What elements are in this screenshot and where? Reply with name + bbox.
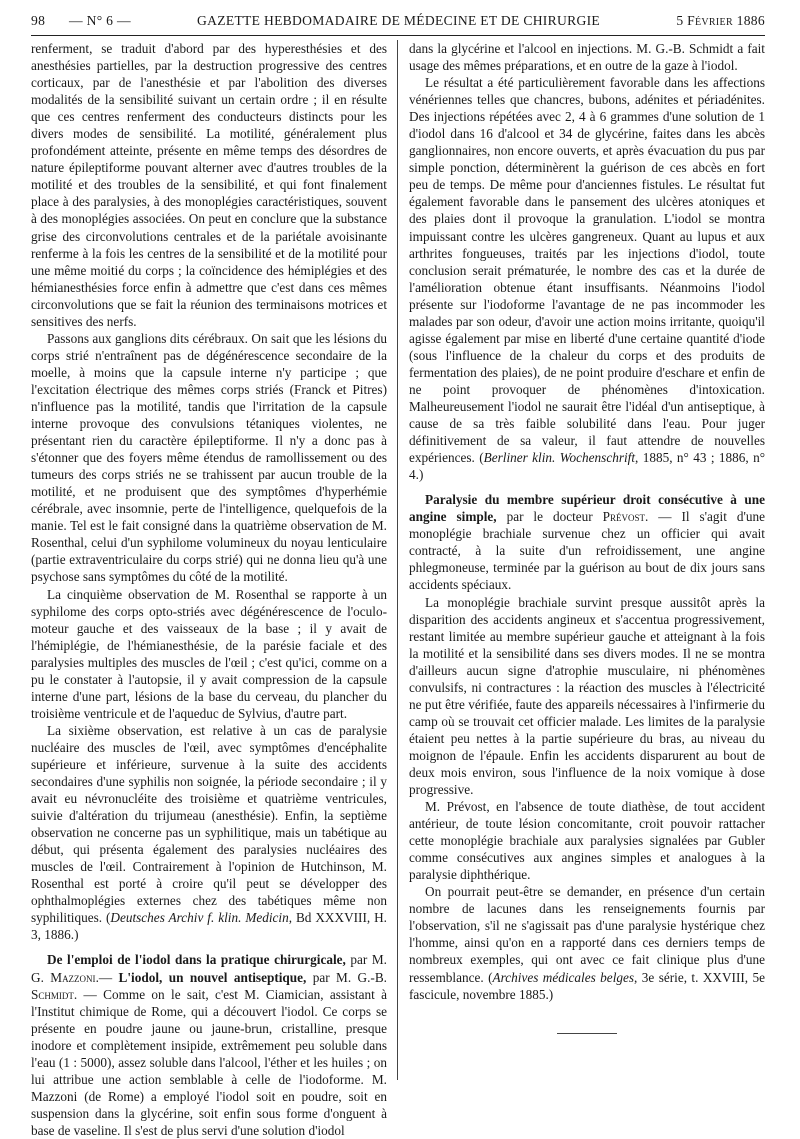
paragraph-text: On pourrait peut-être se demander, en présence d'un certain nombre de lacunes dans les renseignements fournis par l'observation, s'il ne s'agissait pas d'une paralysie hystérique chez l'homme, ainsi qu'on en a rapporté dans ces derniers temps de nombreux exemples, qui ont avec ce fait clinique plus d'une ressemblance. ( [409,884,765,985]
article-title: Paralysie du membre supérieur droit consécutive à une angine simple, [409,492,765,525]
journal-page [31,0,766,1138]
author-name: Schmidt [31,986,74,1002]
header-rule [31,35,765,36]
byline: par M. G.-B. [306,969,387,985]
column-divider [397,40,398,1080]
page-number: 98 [31,13,46,28]
paragraph: dans la glycérine et l'alcool en injections. M. G.-B. Schmidt a fait usage des mêmes préparations, et en outre de la gaze à l'iodol. [409,41,765,74]
paragraph: La cinquième observation de M. Rosenthal se rapporte à un syphilome des corps opto-striés avec dégénérescence de l'oculo-moteur gauche et des vaisseaux de la base ; il y avait de l'hémiplégie, de l'hémianesthésie, de la parésie faciale et des paralysies multiples des muscles de l'œil ; c'est qu'ici, comme on a pu le constater à l'autopsie, il y avait compression de la capsule interne d'une part, lésions de la base du cerveau, du plancher du troisième ventricule et de l'aqueduc de Sylvius, d'autre part. [31,586,387,721]
spacer [31,943,387,951]
issue-date: 5 Février 1886 [676,13,765,28]
byline: par le docteur [496,509,603,525]
citation-source: Berliner klin. Wochenschrift [483,450,636,466]
byline: par M. G. [31,952,387,985]
paragraph: La monoplégie brachiale survint presque aussitôt après la disparition des accidents angineux et s'accentua progressivement, restant limitée au membre supérieur gauche et atteignant à la fois la motilité et la sensibilité dans ses divers modes. Il ne se montra d'ailleurs aucun signe d'atrophie musculaire, ni phénomènes convulsifs, ni contractures : la réaction des muscles à l'électricité ne put être vérifiée, faute des appareils nécessaires à l'infirmerie du camp où se trouvait cet officier malade. Les limites de la paralysie étaient peu nettes à la partie supérieure du bras, au niveau du moignon de l'épaule. Enfin les accidents disparurent au bout de deux mois environ, sous l'influence de la noix vomique à dose progressive. [409,594,765,798]
paragraph-text: Le résultat a été particulièrement favorable dans les affections vénériennes telles que chancres, bubons, adénites et périadénites. Des injections répétées avec 2, 4 à 6 grammes d'une solution de 1 d'iodol dans 16 d'alcool et 34 de glycérine, faites dans les abcès ganglionnaires, non encore ouverts, et après évacuation du pus par simple ponction, déterminèrent la guérison de ces abcès en fort peu de temps. De même pour d'anciennes fistules. Le résultat fut également favorable dans le pansement des ulcères atoniques et des plaies dont il provoque la granulation. L'iodol se montra impuissant contre les ulcères gangreneux. Quant au lupus et aux arthrites fongueuses, traités par les injections d'iodol, toute conclusion serait prématurée, le nombre des cas et la durée de l'amélioration obtenue étant insuffisants. Néanmoins l'iodol présente sur l'iodoforme l'avantage de ne pas incommoder les malades par son odeur, d'avoir une action moins irritante, quoiqu'il agisse également par mise en liberté d'une certaine quantité d'iode (sous l'influence de la chaleur du corps et des produits de fermentation des plaies), de ne point produire d'eschare et enfin de ne point provoquer de phénomènes d'intoxication. Malheureusement l'iodol ne saurait être l'idéal d'un antiseptique, à cause de sa très faible solubilité dans l'eau. Pour juger définitivement de sa valeur, il faut attendre de nouvelles expériences. ( [409,75,765,466]
citation-details: , Bd XXXVIII, H. 3, 1886.) [31,910,387,943]
journal-title: GAZETTE HEBDOMADAIRE DE MÉDECINE ET DE CHIRURGIE [197,13,601,28]
author-name: Mazzoni [50,969,96,985]
citation-source: Archives médicales belges [492,969,635,985]
paragraph [409,883,765,1002]
separator: .— [95,969,119,985]
citation-details: , 3e série, t. XXVIII, 5e fascicule, novembre 1885.) [409,969,766,1002]
issue-number: — N° 6 — [69,13,131,28]
paragraph: M. Prévost, en l'absence de toute diathèse, de tout accident antérieur, de toute lésion concomitante, croit pouvoir rattacher cette monoplégie brachiale aux paralysies signalées par Gubler comme consécutives aux angines simples et analogues à la paralysie diphthérique. [409,799,765,883]
citation-details: , 1885, n° 43 ; 1886, n° 4.) [409,450,765,483]
paragraph [409,74,765,483]
running-header [31,13,765,35]
paragraph [31,722,387,944]
spacer [409,483,765,491]
citation-source: Deutsches Archiv f. klin. Medicin [110,910,289,926]
article-text: . — Il s'agit d'une monoplégie brachiale survenue chez un officier qui avait contracté, à la suite d'un refroidissement, une angine phlegmoneuse, terminée par la guérison au bout de dix jours sans accidents spéciaux. [409,509,765,593]
article-title-2: L'iodol, un nouvel antiseptique, [118,969,307,985]
paragraph: renferment, se traduit d'abord par des hyperesthésies et des anesthésies partielles, par la destruction progressive des centres corticaux, par de l'anesthésie et par l'abolition des diverses modalités de la sensibilité suivant un certain ordre ; il en résulte que ces centres renferment des conducteurs distincts pour les divers modes de sensibilité. La motilité, généralement plus profondément atteinte, présente en même temps des désordres de nature épileptiforme pouvant alterner avec d'autres troubles de la motilité et des troubles de la sensibilité, et qui font finalement place à des paralysies, à des monoplégies caractéristiques, souvent à des monoplégies associées. On peut en conclure que la substance grise des circonvolutions centrales et de la pariétale avoisinante renferme à la fois les centres de la sensibilité et de la motilité pour une même moitié du corps ; la coïncidence des hémiplégies et des hémianesthésies force enfin à admettre que c'est dans ces mêmes circonvolutions que se fait la réunion des terminaisons motrices et sensitives des nerfs. [31,41,387,329]
right-column [409,40,765,1034]
end-rule [557,1033,617,1034]
article-title: De l'emploi de l'iodol dans la pratique chirurgicale, [47,952,346,968]
author-name: Prévost [602,509,645,525]
article-iodol [31,951,387,1139]
article-text: . — Comme on le sait, c'est M. Ciamician, assistant à l'Institut chimique de Rome, qui a découvert l'iodol. Ce corps se présente en poudre jaune ou jaune-brun, cristalline, presque inodore et complètement insipide, extrêmement peu soluble dans l'eau (1 : 5000), assez soluble dans l'alcool, l'éther et les huiles ; on lui attribue une action semblable à celle de l'iodoforme. M. Mazzoni (de Rome) a employé l'iodol soit en poudre, soit en suspension dans la glycérine, soit enfin sous forme d'onguent à base de vaseline. Il s'est de plus servi d'une solution d'iodol [31,986,387,1138]
article-paralysie [409,491,765,593]
paragraph: Passons aux ganglions dits cérébraux. On sait que les lésions du corps strié n'entraînent pas de dégénérescence secondaire de la moelle, à moins que la capsule interne n'y participe ; que l'excitation électrique des mêmes corps striés (Franck et Pitres) n'influence pas la motilité, tandis que l'irritation de la capsule interne provoque des convulsions tétaniques violentes, ne présentant rien du caractère épileptiforme. Il n'y a donc pas à s'étonner que des foyers même étendus de ramollissement ou des tumeurs des corps striés ne se trahissent par aucun trouble de la motilité, et ne produisent que des symptômes d'hyperhémie cérébrale, avec insomnie, perte de l'intelligence, quelquefois de la manie. Tel est le fait consigné dans la quatrième observation de M. Rosenthal, celui d'un syphilome volumineux du noyau lenticulaire (partie extraventriculaire du corps strié) qui ne donna lieu qu'à une psychose sans symptômes du côté de la motilité. [31,330,387,585]
left-column [31,40,387,1139]
paragraph-text: La sixième observation, est relative à un cas de paralysie nucléaire des muscles de l'œil, avec symptômes d'encéphalite supérieure et inférieure, survenue à la suite des accidents secondaires d'une syphilis non soignée, la période secondaire ; il y avait eu névronucléite des troisième et quatrième ventricules, suivie d'altération du trijumeau (anesthésie). Enfin, la septième observation ne concerne pas un syphilitique, mais un tabétique au début, qui présenta également des paralysies nucléaires des muscles de l'œil. Contrairement à l'opinion de Hutchinson, M. Rosenthal est porté à croire qu'il peut se développer des ophthalmoplégies externes chez des tabétiques même non syphilitiques. ( [31,722,387,926]
